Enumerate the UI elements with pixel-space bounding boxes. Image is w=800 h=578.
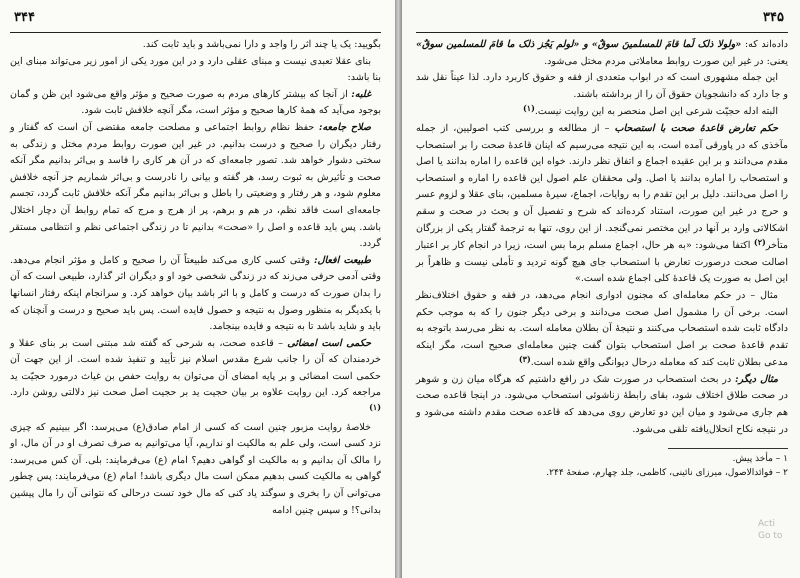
paragraph: [416, 37, 788, 70]
left-page: [0, 0, 395, 578]
left-page-number: ۳۴۴: [14, 10, 35, 25]
watermark-line-1: Acti: [758, 519, 775, 529]
paragraph-text: بگویید: یک یا چند اثر را واجد و دارا نمی‌باشد و باید ثابت کند.: [142, 39, 381, 50]
footnote-marker: (۳): [518, 354, 531, 365]
paragraph-text: بنای عقلا تعبدی نیست و مبنای عقلی دارد و در این مورد یکی از امور زیر می‌تواند مبنای این بنا باشد:: [10, 55, 381, 84]
paragraph: [10, 253, 381, 336]
paragraph-text: از آنجا که بیشتر کارهای مردم به صورت صحیح و مؤثر واقع می‌شود این ظن و گمان بوجود می‌آید که همهٔ کارها صحیح و مؤثر است، مگر آنچه خلافش ثابت شود.: [10, 88, 381, 117]
paragraph-text: اکتفا می‌شود: «به هر حال، اجماع مسلم برما بس است، زیرا در انجام کار بر اعتبار اصالت صحت درصورت تعارض با استصحاب جای هیچ گونه تردید و تأملی نیست و ظاهراً بر این اصل به صورت یک قاعدهٔ کلی اجماع شده است.»: [416, 240, 788, 285]
paragraph-text: وقتی کسی کاری می‌کند طبیعتاً آن را صحیح و کامل و مؤثر انجام می‌دهد. وقتی آدمی حرفی می‌زند که در زندگی شخصی خود او و دیگران اثر گذارد، طبیعی است که آن را بدان صورت که درست و کامل و با اثر باشد بیان خواهد کرد. و سرانجام اینکه رفتار انسانها با یکدیگر به منظور وصول به نتیجه و حصول فایده است. پس باید صحیح و درست و آنچنان که باید و شاید باشد تا به نتیجه و فایده بینجامد.: [10, 254, 381, 333]
paragraph-heading: طبیعت افعال:: [313, 254, 371, 266]
paragraph: [416, 121, 788, 288]
book-gutter: [395, 0, 402, 578]
paragraph-text: یعنی: در غیر این صورت روابط معاملاتی مردم مختل می‌شود.: [544, 55, 788, 67]
paragraph-heading: صلاح جامعه:: [318, 121, 371, 133]
right-page-header: [416, 10, 788, 33]
left-page-header: [10, 10, 381, 33]
paragraph-heading: غلبه:: [351, 88, 371, 100]
paragraph-text: خلاصهٔ روایت مزبور چنین است که کسی از امام صادق(ع) می‌پرسد: اگر ببینیم که چیزی نزد کسی است، ولی علم به مالکیت او نداریم، آیا می‌توانیم به صرف تصرف او در آن مال، او را مالک آن بدانیم و به مالکیت او گواهی دهیم؟ امام (ع) می‌فرمایند: بلی. آن کس می‌پرسد: گواهی به مالکیت کسی بدهیم ممکن است مال دیگری باشد! امام (ع) می‌فرمایند: پس چطور می‌توانی آن را بخری و سوگند یاد کنی که مال خود تست درحالی که نتوانی آن را مال پیشین بدانی؟! و سپس چنین ادامه: [10, 421, 381, 516]
paragraph-text: – قاعده صحت، به شرحی که گفته شد مبتنی است بر بنای عقلا و خردمندان که آن را جانب شرع مقدس اسلام نیز تأیید و تنفیذ شده است. از این جهت آن حکمی است امضائی و بر پایه امضای آن می‌توان به روایت حفص بن غیاث درمورد حجیّت ید مراجعه کرد. این روایت علاوه بر بیان حجیت ید بر حجیت اصل صحت نیز دلالتی روشن دارد.: [10, 337, 381, 399]
footnote-marker: (۲): [753, 237, 766, 248]
footnote: ۱ – مأخذ پیش.: [732, 454, 788, 465]
paragraph: [416, 103, 788, 121]
paragraph: [416, 288, 788, 372]
footnote: ۲ – فوائدالاصول، میرزای نائینی، کاظمی، جلد چهارم، صفحهٔ ۲۴۴.: [546, 468, 788, 479]
paragraph: [10, 54, 381, 87]
watermark-line-2: Go to: [758, 531, 783, 541]
arabic-quote: «ولولا ذلک لَما قامَ للمسلمینَ سوقٌ» و «لولم یَجُز ذلک ما قامَ للمسلمین سوقٌ»: [416, 39, 742, 50]
paragraph: [416, 372, 788, 438]
right-page-number: ۳۴۵: [763, 10, 784, 25]
paragraph-text: حفظ نظام روابط اجتماعی و مصلحت جامعه مقتضی آن است که گفتار و رفتار دیگران را صحیح و درست بدانیم. در غیر این صورت روابط مردم مختل و زندگی به سختی دشوار خواهد شد. تصور جامعه‌ای که در آن هر کاری را فاسد و بی‌اثر بدانیم مگر آنکه صحت و تأثیرش به ثبوت رسد، هر گفته و بیانی را نادرست و بی‌اثر شماریم جز آنچه خلافش معلوم شود، و هر رفتار و وضعیتی را باطل و بی‌اثر بدانیم مگر آنکه خلافش ثابت گردد، تجسم جامعه‌ای است فاقد نظم، در هم و برهم، پر از هرج و مرج که تمام روابط آن دچار اختلال باشد. پس باید قاعده و اصل را «صحت» بدانیم تا در زندگی اجتماعی نظم و انتظامی مستقر گردد.: [10, 121, 381, 250]
paragraph-heading: حکمی است امضائی: [287, 337, 371, 349]
paragraph: [416, 70, 788, 103]
footnotes: [546, 448, 788, 480]
right-page: [402, 0, 800, 578]
right-page-body: [416, 37, 788, 438]
paragraph-heading: مثال دیگر:: [734, 373, 779, 385]
paragraph-text: البته ادله حجیّت شرعی این اصل منحصر به این روایت نیست.: [534, 106, 778, 118]
footnote-marker: (۱): [522, 103, 535, 114]
paragraph: [10, 420, 381, 520]
paragraph-text: مثال – در حکم معامله‌ای که مجنون ادواری انجام می‌دهد، در فقه و حقوق اختلاف‌نظر است. برخی آن را مشمول اصل صحت می‌دانند و برخی دیگر جنون را که به موجب حکم دادگاه ثابت شده استصحاب می‌کنند و نتیجهٔ آن بطلان معامله است. به نظر می‌رسد باتوجه به تقدم قاعدهٔ صحت بر اصل استصحاب بتوان گفت چنین معامله‌ای صحیح است، مگر اینکه مدعی بطلان ثابت کند که معامله درحال دیوانگی واقع شده است.: [416, 289, 788, 369]
paragraph: [10, 120, 381, 253]
paragraph-text: – از مطالعه و بررسی کتب اصولیین، از جمله مآخذی که در پاورقی آمده است، به این نتیجه می‌رسیم که اینان قاعدهٔ صحت را بر استصحاب مقدم می‌دانند و بر این عقیده اجماع و اتفاق نظر دارند. خواه این قاعده را اماره بدانند یا اصل و استصحاب را اماره بدانند یا اصل. ولی محققان علم اصول این قاعده را اماره و استصحاب را اصل می‌دانند. دلیل بر این تقدم را به روایات، اجماع، سیرهٔ مسلمین، بنای عقلا و لزوم عسر و حرج در غیر این صورت، استناد کرده‌اند که شرح و تفصیل آن و بحث در صحت و سقم اشکالاتی وارد بر آنها در این مختصر نمی‌گنجد. از این روی، تنها به ترجمهٔ گفتار یکی از بزرگان متأخر: [416, 122, 788, 252]
paragraph-heading: حکم تعارض قاعدهٔ صحت با استصحاب: [614, 122, 778, 134]
paragraph: [10, 87, 381, 120]
footnote-marker: (۱): [369, 402, 381, 413]
paragraph-text: در بحث استصحاب در صورت شک در رافع داشتیم که هرگاه میان زن و شوهر در صحت طلاق اختلاف شود، بقای رابطهٔ زناشوئی استصحاب می‌شود. در اینجا قاعده صحت هم جاری می‌شود و میان این دو تعارض روی می‌دهد که قاعده صحت مقدم داشته می‌شود و در نتیجه نکاح انحلال‌یافته تلقی می‌شود.: [416, 373, 788, 435]
left-page-body: [10, 37, 381, 519]
paragraph-text: این جمله مشهوری است که در ابواب متعددی از فقه و حقوق کاربرد دارد. لذا عیناً نقل شد و جا دارد که دانشجویان حقوق آن را از برداشته باشند.: [416, 72, 788, 100]
paragraph-text: داده‌اند که:: [741, 39, 788, 50]
paragraph: [10, 336, 381, 420]
activation-watermark: [758, 518, 800, 542]
paragraph: [10, 37, 381, 54]
